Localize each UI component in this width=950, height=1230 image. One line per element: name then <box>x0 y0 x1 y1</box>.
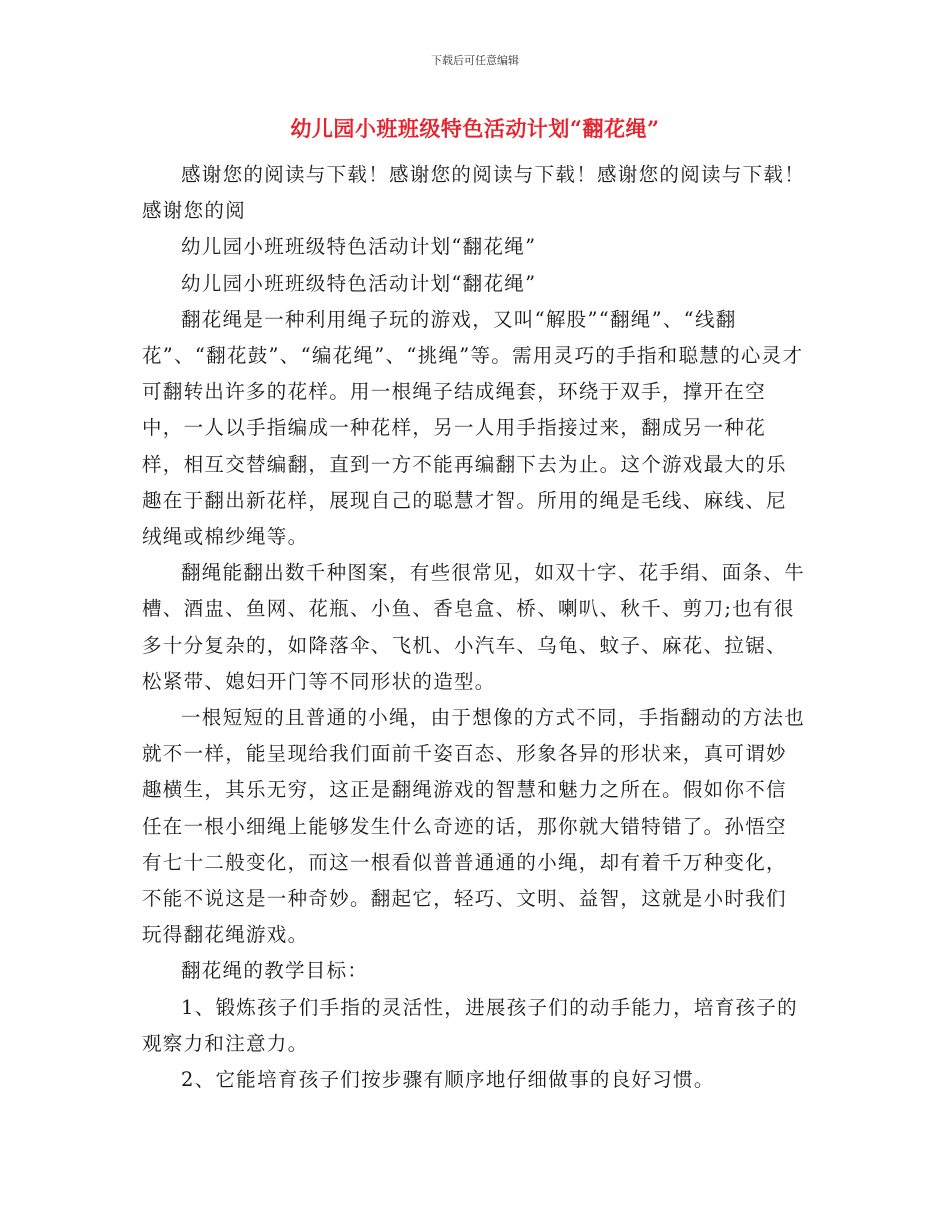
paragraph-subtitle-2: 幼儿园小班班级特色活动计划“翻花绳” <box>181 271 537 295</box>
paragraph-thanks: 感谢您的阅读与下载！感谢您的阅读与下载！感谢您的阅读与下载！感谢您的阅 <box>142 163 806 223</box>
paragraph-patterns: 翻绳能翻出数千种图案，有些很常见，如双十字、花手绢、面条、牛槽、酒盅、鱼网、花瓶、小鱼、香皂盒、桥、喇叭、秋千、剪刀;也有很多十分复杂的，如降落伞、飞机、小汽车、乌龟、蚊子、麻花、拉锯、松紧带、媳妇开门等不同形状的造型。 <box>142 561 806 693</box>
paragraph-goals-heading: 翻花绳的教学目标： <box>181 959 369 983</box>
paragraph-intro: 翻花绳是一种利用绳子玩的游戏，又叫“解股”“翻绳”、“线翻花”、“翻花鼓”、“编花绳”、“挑绳”等。需用灵巧的手指和聪慧的心灵才可翻转出许多的花样。用一根绳子结成绳套，环绕于双手，撑开在空中，一人以手指编成一种花样，另一人用手指接过来，翻成另一种花样，相互交替编翻，直到一方不能再编翻下去为止。这个游戏最大的乐趣在于翻出新花样，展现自己的聪慧才智。所用的绳是毛线、麻线、尼绒绳或棉纱绳等。 <box>142 307 804 549</box>
paragraph-subtitle-1: 幼儿园小班班级特色活动计划“翻花绳” <box>181 235 537 259</box>
document-body <box>142 157 806 1098</box>
paragraph-goal-1: 1、锻炼孩子们手指的灵活性，进展孩子们的动手能力，培育孩子的观察力和注意力。 <box>142 995 798 1055</box>
document-title: 幼儿园小班班级特色活动计划“翻花绳” <box>290 116 660 141</box>
page-header: 下载后可任意编辑 <box>431 54 519 67</box>
paragraph-charm: 一根短短的且普通的小绳，由于想像的方式不同，手指翻动的方法也就不一样，能呈现给我们面前千姿百态、形象各异的形状来，真可谓妙趣横生，其乐无穷，这正是翻绳游戏的智慧和魅力之所在。假如你不信任在一根小细绳上能够发生什么奇迹的话，那你就大错特错了。孙悟空有七十二般变化，而这一根看似普普通通的小绳，却有着千万种变化，不能不说这是一种奇妙。翻起它，轻巧、文明、益智，这就是小时我们玩得翻花绳游戏。 <box>142 706 806 947</box>
paragraph-goal-2: 2、它能培育孩子们按步骤有顺序地仔细做事的良好习惯。 <box>181 1068 715 1092</box>
